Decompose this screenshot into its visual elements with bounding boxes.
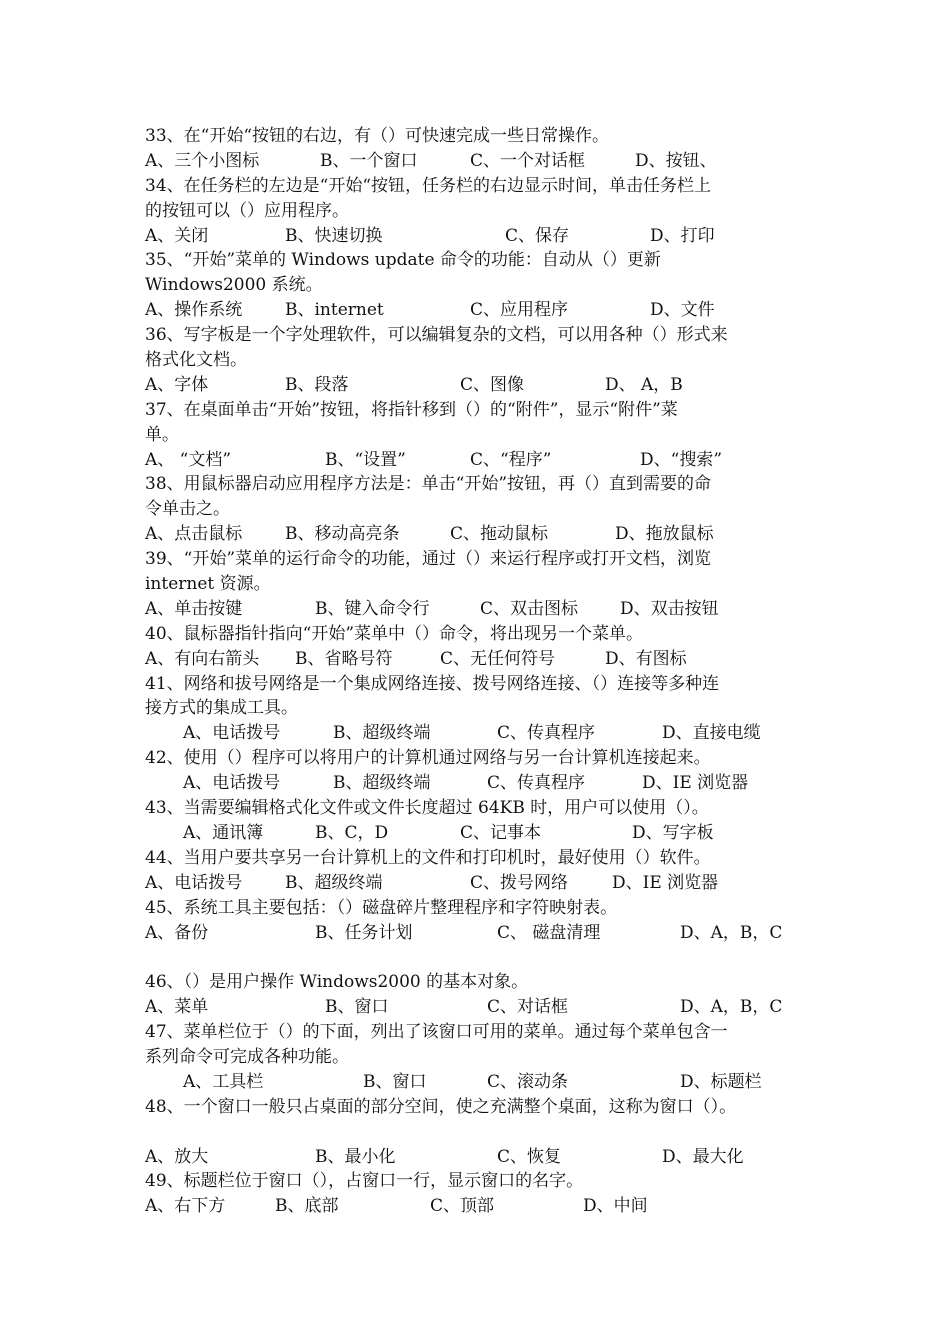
question-item [145,398,805,473]
question-text: 接方式的集成工具。 [145,698,298,719]
option-b: B、“设置” [325,449,406,470]
option-c: C、一个对话框 [470,150,586,171]
option-a: A、菜单 [145,997,209,1018]
option-a: A、三个小图标 [145,150,260,171]
question-text: 45、系统工具主要包括：（）磁盘碎片整理程序和字符映射表。 [145,897,618,918]
option-c: C、记事本 [460,822,542,843]
option-d: D、拖放鼠标 [615,524,714,545]
question-item [145,1095,805,1170]
option-b: B、internet [285,300,384,321]
options-row [145,373,805,398]
option-d: D、有图标 [605,648,687,669]
options-row [145,1070,805,1095]
option-d: D、 A，B [605,374,683,395]
option-c: C、滚动条 [487,1071,569,1092]
question-text: 36、写字板是一个字处理软件，可以编辑复杂的文档，可以用各种（）形式来 [145,325,728,346]
question-text: 35、“开始”菜单的 Windows update 命令的功能：自动从（）更新 [145,250,661,271]
question-text: 49、标题栏位于窗口（），占窗口一行，显示窗口的名字。 [145,1171,584,1192]
question-text: 41、网络和拔号网络是一个集成网络连接、拨号网络连接、（）连接等多种连 [145,673,720,694]
question-text: 37、在桌面单击“开始”按钮，将指针移到（）的“附件”，显示“附件”菜 [145,399,678,420]
question-item [145,896,805,946]
options-row [145,522,805,547]
question-text: 46、（）是用户操作 Windows2000 的基本对象。 [145,972,529,993]
question-text: 39、“开始”菜单的运行命令的功能，通过（）来运行程序或打开文档，浏览 [145,549,712,570]
option-a: A、单击按键 [145,598,243,619]
option-a: A、右下方 [145,1196,226,1217]
option-d: D、IE 浏览器 [612,872,719,893]
option-a: A、操作系统 [145,300,243,321]
question-item [145,746,805,796]
options-row [145,647,805,672]
question-text: 的按钮可以（）应用程序。 [145,200,349,221]
option-b: B、移动高亮条 [285,524,400,545]
option-a: A、通讯簿 [183,822,264,843]
question-text: internet 资源。 [145,574,271,595]
question-item [145,622,805,672]
option-d: D、文件 [650,300,715,321]
option-c: C、图像 [460,374,525,395]
option-c: C、传真程序 [487,773,586,794]
option-b: B、窗口 [325,997,389,1018]
option-b: B、任务计划 [315,922,413,943]
option-a: A、有向右箭头 [145,648,260,669]
option-b: B、快速切换 [285,225,383,246]
option-d: D、按钮、 [635,150,717,171]
option-a: A、工具栏 [183,1071,264,1092]
question-text: 40、鼠标器指针指向“开始”菜单中（）命令，将出现另一个菜单。 [145,623,644,644]
options-row [145,1145,805,1170]
option-c: C、拨号网络 [470,872,569,893]
option-a: A、字体 [145,374,209,395]
options-row [145,871,805,896]
option-d: D、A，B，C [680,922,783,943]
options-row [145,224,805,249]
blank-line [145,945,805,970]
option-a: A、 “文档” [145,449,232,470]
question-list [145,124,805,1219]
option-a: A、备份 [145,922,209,943]
option-b: B、最小化 [315,1146,396,1167]
option-c: C、“程序” [470,449,552,470]
options-row [145,771,805,796]
option-b: B、段落 [285,374,349,395]
question-text: Windows2000 系统。 [145,275,323,296]
option-c: C、传真程序 [497,723,596,744]
option-d: D、标题栏 [680,1071,762,1092]
options-row [145,149,805,174]
option-c: C、 磁盘清理 [497,922,601,943]
question-text: 单。 [145,424,179,445]
blank-line [145,1120,805,1145]
option-d: D、中间 [583,1196,648,1217]
option-b: B、一个窗口 [320,150,418,171]
options-row [145,721,805,746]
option-c: C、保存 [505,225,570,246]
option-d: D、IE 浏览器 [642,773,749,794]
option-c: C、无任何符号 [440,648,556,669]
options-row [145,448,805,473]
question-text: 格式化文档。 [145,350,247,371]
option-b: B、省略号符 [295,648,393,669]
question-text: 系列命令可完成各种功能。 [145,1046,349,1067]
question-item [145,174,805,249]
option-a: A、放大 [145,1146,209,1167]
question-text: 令单击之。 [145,499,230,520]
option-d: D、双击按钮 [620,598,719,619]
option-d: D、写字板 [632,822,714,843]
options-row [145,995,805,1020]
question-item [145,846,805,896]
question-item [145,124,805,174]
options-row [145,921,805,946]
option-b: B、键入命令行 [315,598,430,619]
option-c: C、对话框 [487,997,569,1018]
option-c: C、双击图标 [480,598,579,619]
question-text: 42、使用（）程序可以将用户的计算机通过网络与另一台计算机连接起来。 [145,748,711,769]
option-d: D、直接电缆 [662,723,761,744]
option-c: C、拖动鼠标 [450,524,549,545]
option-b: B、超级终端 [333,723,431,744]
option-b: B、底部 [275,1196,339,1217]
option-c: C、应用程序 [470,300,569,321]
option-d: D、A，B，C [680,997,783,1018]
options-row [145,821,805,846]
option-a: A、电话拨号 [183,723,281,744]
option-c: C、顶部 [430,1196,495,1217]
option-d: D、打印 [650,225,715,246]
option-b: B、超级终端 [285,872,383,893]
question-item [145,547,805,622]
option-d: D、“搜索” [640,449,723,470]
option-a: A、电话拨号 [183,773,281,794]
question-item [145,796,805,846]
option-a: A、点击鼠标 [145,524,243,545]
options-row [145,298,805,323]
question-item [145,323,805,398]
question-text: 43、当需要编辑格式化文件或文件长度超过 64KB 时，用户可以使用（）。 [145,798,709,819]
question-text: 38、用鼠标器启动应用程序方法是：单击“开始”按钮，再（）直到需要的命 [145,474,712,495]
question-text: 47、菜单栏位于（）的下面，列出了该窗口可用的菜单。通过每个菜单包含一 [145,1022,728,1043]
option-c: C、恢复 [497,1146,562,1167]
option-b: B、窗口 [363,1071,427,1092]
option-d: D、最大化 [662,1146,744,1167]
options-row [145,597,805,622]
option-b: B、C，D [315,822,389,843]
question-item [145,248,805,323]
option-a: A、关闭 [145,225,209,246]
question-item [145,672,805,747]
question-text: 48、一个窗口一般只占桌面的部分空间，使之充满整个桌面，这称为窗口（）。 [145,1096,737,1117]
question-text: 33、在“开始“按钮的右边，有（）可快速完成一些日常操作。 [145,126,610,146]
question-item [145,970,805,1020]
question-text: 44、当用户要共享另一台计算机上的文件和打印机时，最好使用（）软件。 [145,847,711,868]
question-text: 34、在任务栏的左边是“开始“按钮，任务栏的右边显示时间，单击任务栏上 [145,175,712,196]
options-row [145,1194,805,1219]
question-item [145,1020,805,1095]
option-b: B、超级终端 [333,773,431,794]
question-item [145,472,805,547]
question-item [145,1169,805,1219]
option-a: A、电话拨号 [145,872,243,893]
